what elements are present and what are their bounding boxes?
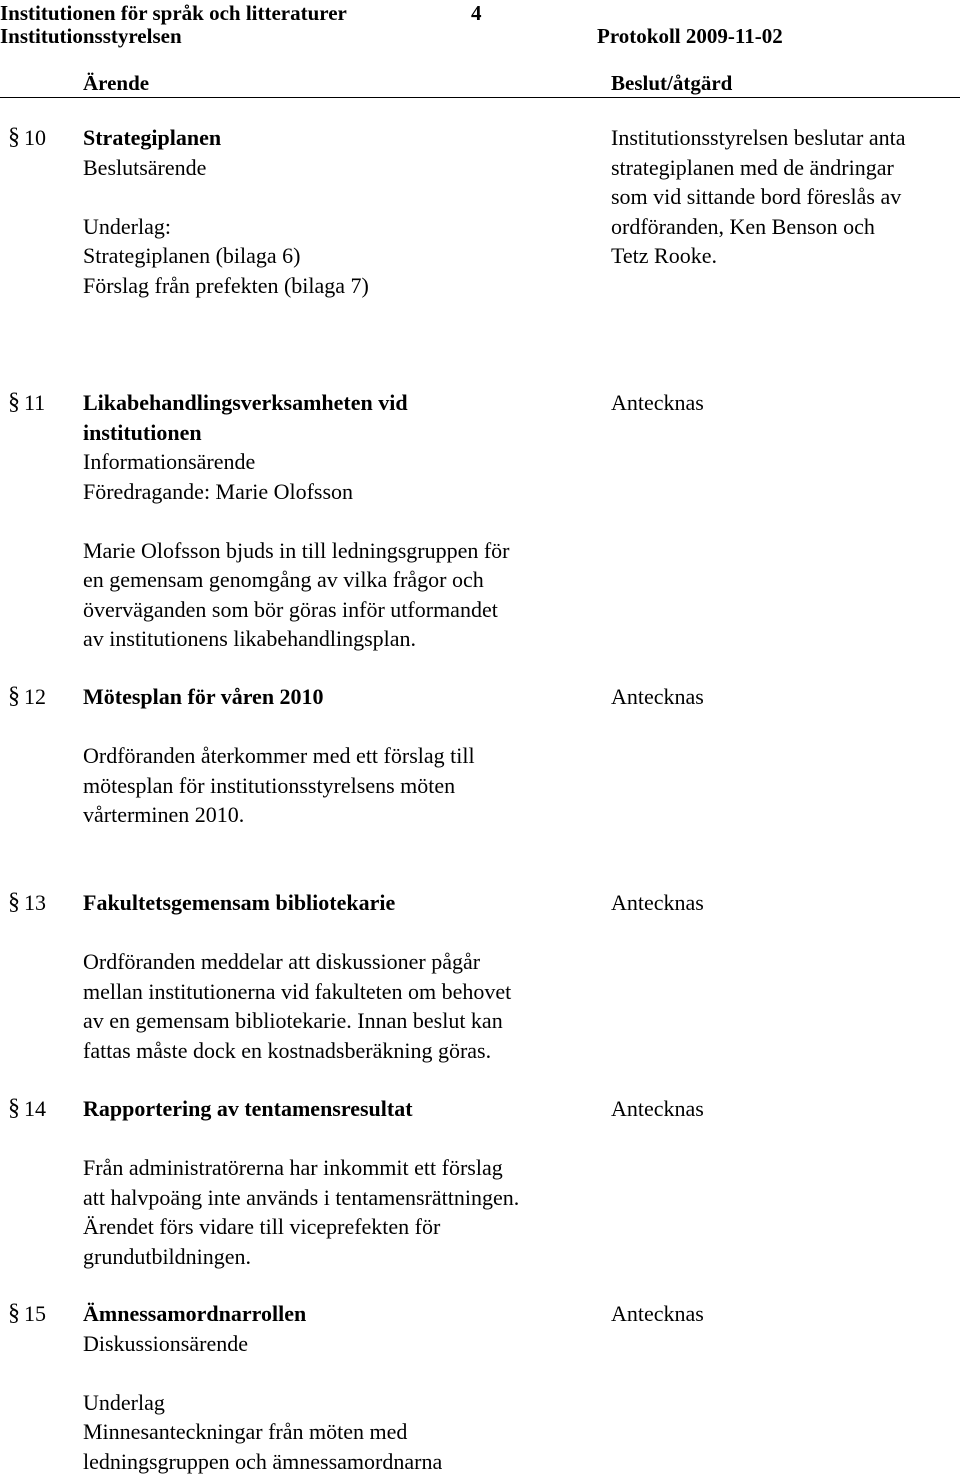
item-text-line: av institutionens likabehandlingsplan.: [83, 626, 417, 651]
decision-line: Antecknas: [611, 890, 704, 915]
item-text-line: fattas måste dock en kostnadsberäkning göras.: [83, 1037, 492, 1063]
item-text-line: en gemensam genomgång av vilka frågor och: [83, 567, 484, 592]
section-symbol: §: [8, 1095, 20, 1121]
item-title: institutionen: [83, 419, 202, 445]
item-title: Strategiplanen: [83, 125, 222, 150]
agenda-item-13: [83, 888, 593, 1065]
item-text-line: Marie Olofsson bjuds in till ledningsgruppen för: [83, 537, 510, 563]
item-text-line: att halvpoäng inte används i tentamensrättningen.: [83, 1184, 520, 1210]
section-symbol: §: [8, 1300, 20, 1326]
item-text-line: Minnesanteckningar från möten med: [83, 1419, 408, 1444]
agenda-item-11: [83, 388, 593, 654]
item-type: Beslutsärende: [83, 154, 207, 180]
decision-10: [611, 123, 956, 271]
decision-line: Antecknas: [611, 684, 704, 709]
item-text-line: mellan institutionerna vid fakulteten om behovet: [83, 978, 512, 1004]
item-text-line: ledningsgruppen och ämnessamordnarna: [83, 1448, 443, 1474]
decision-11: [611, 388, 956, 418]
section-symbol: §: [8, 389, 20, 415]
header-protocol: Protokoll 2009-11-02: [597, 24, 783, 48]
item-text-line: Ordföranden återkommer med ett förslag till: [83, 743, 475, 768]
item-type: Informationsärende: [83, 449, 256, 474]
header-page-number: 4: [471, 1, 482, 25]
item-text-line: Underlag:: [83, 213, 171, 239]
item-text-line: Underlag: [83, 1389, 165, 1415]
section-number: 10: [24, 125, 46, 150]
item-text-line: Från administratörerna har inkommit ett förslag: [83, 1155, 503, 1180]
section-number: 11: [24, 390, 46, 415]
item-text-line: Förslag från prefekten (bilaga 7): [83, 272, 369, 298]
item-title: Likabehandlingsverksamheten vid: [83, 390, 408, 415]
item-type: Diskussionsärende: [83, 1330, 248, 1356]
decision-line: Tetz Rooke.: [611, 243, 717, 268]
decision-15: [611, 1299, 956, 1329]
item-title: Ämnessamordnarrollen: [83, 1301, 307, 1326]
item-presenter: Föredragande: Marie Olofsson: [83, 478, 354, 504]
decision-line: Institutionsstyrelsen beslutar anta: [611, 125, 906, 150]
header-board: Institutionsstyrelsen: [0, 24, 182, 48]
header-org: Institutionen för språk och litteraturer: [0, 1, 347, 25]
agenda-item-14: [83, 1094, 593, 1271]
item-text-line: mötesplan för institutionsstyrelsens möten: [83, 772, 456, 798]
column-heading-beslut: Beslut/åtgärd: [611, 71, 733, 95]
section-symbol: §: [8, 683, 20, 709]
item-text-line: vårterminen 2010.: [83, 802, 245, 827]
item-title: Rapportering av tentamensresultat: [83, 1096, 413, 1121]
decision-14: [611, 1094, 956, 1124]
item-text-line: av en gemensam bibliotekarie. Innan beslut kan: [83, 1008, 503, 1033]
agenda-item-12: [83, 682, 593, 830]
section-symbol: §: [8, 889, 20, 915]
agenda-item-15: [83, 1299, 593, 1476]
item-title: Fakultetsgemensam bibliotekarie: [83, 890, 396, 915]
decision-line: Antecknas: [611, 1301, 704, 1326]
decision-line: som vid sittande bord föreslås av: [611, 184, 902, 209]
decision-12: [611, 682, 956, 712]
section-number: 12: [24, 684, 46, 709]
decision-13: [611, 888, 956, 918]
decision-line: Antecknas: [611, 1096, 704, 1121]
agenda-item-10: [83, 123, 593, 300]
item-text-line: Ärendet förs vidare till viceprefekten för: [83, 1214, 441, 1239]
item-text-line: överväganden som bör göras inför utformandet: [83, 596, 498, 622]
column-heading-arende: Ärende: [83, 71, 150, 95]
section-number: 15: [24, 1301, 46, 1326]
section-number: 13: [24, 890, 46, 915]
decision-line: Antecknas: [611, 390, 704, 415]
decision-line: strategiplanen med de ändringar: [611, 154, 894, 180]
item-text-line: Ordföranden meddelar att diskussioner pågår: [83, 949, 481, 974]
item-text-line: grundutbildningen.: [83, 1243, 252, 1269]
decision-line: ordföranden, Ken Benson och: [611, 213, 875, 239]
section-symbol: §: [8, 124, 20, 150]
section-number: 14: [24, 1096, 46, 1121]
item-text-line: Strategiplanen (bilaga 6): [83, 243, 301, 268]
item-title: Mötesplan för våren 2010: [83, 684, 324, 709]
header-divider: [0, 97, 960, 98]
